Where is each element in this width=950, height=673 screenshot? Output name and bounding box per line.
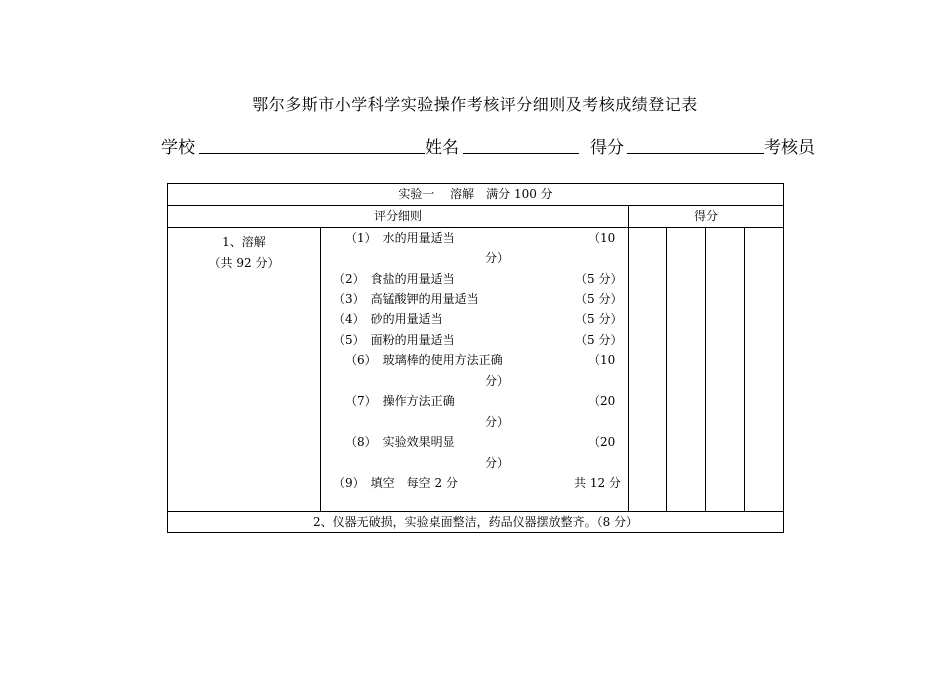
criteria-item-label: （7） 操作方法正确 [345,394,455,408]
criteria-item-points: （20 [588,394,616,408]
score-table [167,183,784,533]
school-label: 学校 [161,138,195,158]
score-label: 得分 [590,138,624,158]
criteria-item-points: （5 分） [575,272,623,286]
criteria-item-label: （2） 食盐的用量适当 [333,272,455,286]
score-cell[interactable] [745,228,784,512]
criteria-item-points: （5 分） [575,292,623,306]
criteria-item-label: （6） 玻璃棒的使用方法正确 [345,353,503,367]
name-label: 姓名 [425,138,459,158]
criteria-item-label: （3） 高锰酸钾的用量适当 [333,292,479,306]
score-cell[interactable] [667,228,706,512]
criteria-item-label: （4） 砂的用量适当 [333,312,443,326]
score-field[interactable] [627,153,764,154]
criteria-item-points: 共 12 分 [574,476,621,490]
criteria-item-points: （10 [588,231,616,245]
document-title: 鄂尔多斯市小学科学实验操作考核评分细则及考核成绩登记表 [252,95,698,114]
criteria-item-label: （1） 水的用量适当 [345,231,455,245]
section1-total: （共 92 分） [208,256,280,270]
criteria-item-points-cont: 分） [485,251,510,265]
examiner-label: 考核员 [764,138,815,158]
score-header: 得分 [629,206,784,228]
score-cell[interactable] [706,228,745,512]
criteria-item-label: （5） 面粉的用量适当 [333,333,455,347]
section2-row: 2、仪器无破损，实验桌面整洁，药品仪器摆放整齐。（8 分） [168,512,784,533]
criteria-item-points-cont: 分） [485,415,510,429]
score-cell[interactable] [629,228,667,512]
section1-label [168,228,321,512]
experiment-header: 实验一 溶解 满分 100 分 [168,184,784,206]
criteria-item-points: （5 分） [575,312,623,326]
criteria-item-label: （9） 填空 每空 2 分 [333,476,458,490]
criteria-list [321,228,629,512]
school-field[interactable] [199,153,425,154]
criteria-item-points: （5 分） [575,333,623,347]
criteria-item-label: （8） 实验效果明显 [345,435,455,449]
criteria-item-points-cont: 分） [485,456,510,470]
name-field[interactable] [463,153,579,154]
criteria-item-points-cont: 分） [485,374,510,388]
criteria-item-points: （20 [588,435,616,449]
criteria-item-points: （10 [588,353,616,367]
section1-title: 1、溶解 [222,235,266,249]
criteria-header: 评分细则 [168,206,629,228]
